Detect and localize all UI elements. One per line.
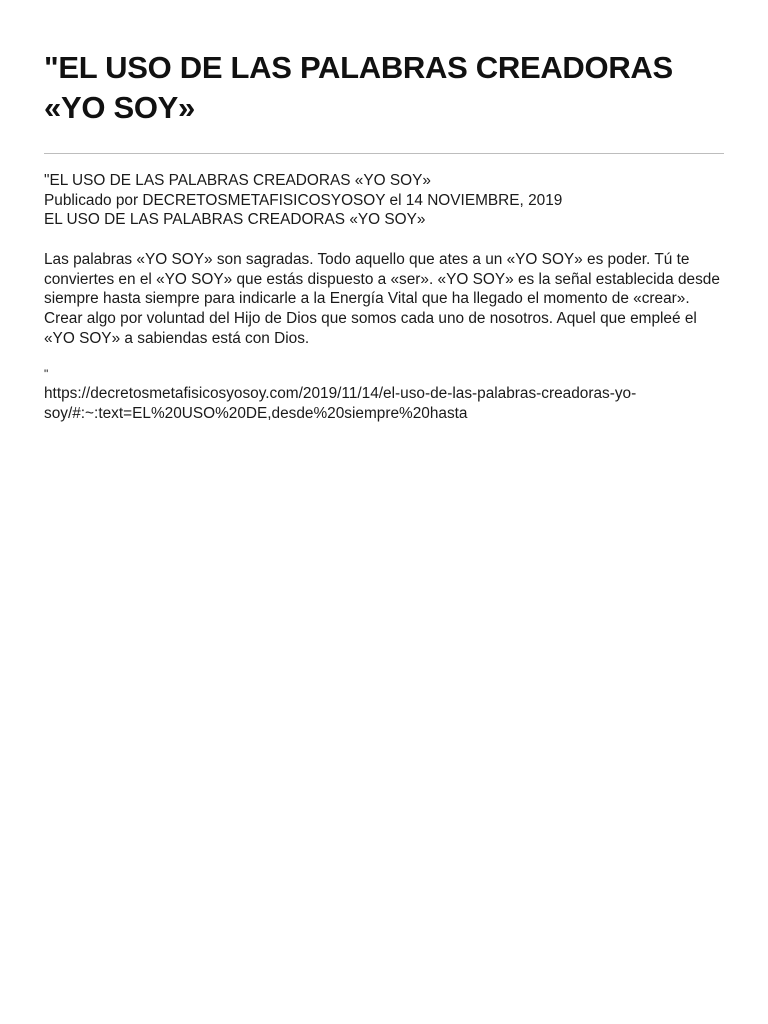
source-link-line: https://decretosmetafisicosyosoy.com/2019/11/14/el-uso-de-las-palabras-creadoras-yo- xyxy=(44,385,637,402)
document-title: "EL USO DE LAS PALABRAS CREADORAS «YO SOY» xyxy=(44,50,673,125)
paragraph-line: siempre hasta siempre para indicarle a la Energía Vital que ha llegado el momento de «crear». xyxy=(44,290,690,308)
byline: Publicado por DECRETOSMETAFISICOSYOSOY el 14 NOVIEMBRE, 2019 xyxy=(44,191,563,209)
document-body xyxy=(44,171,724,423)
header-line: EL USO DE LAS PALABRAS CREADORAS «YO SOY» xyxy=(44,211,426,229)
source-link[interactable] xyxy=(44,384,724,423)
paragraph-line: conviertes en el «YO SOY» que estás dispuesto a «ser». «YO SOY» es la señal establecida desde xyxy=(44,270,720,288)
source-link-line: soy/#:~:text=EL%20USO%20DE,desde%20siempre%20hasta xyxy=(44,404,468,422)
title-divider xyxy=(44,153,724,154)
closing-quote: " xyxy=(44,367,49,381)
paragraph-line: Las palabras «YO SOY» son sagradas. Todo aquello que ates a un «YO SOY» es poder. Tú te xyxy=(44,250,690,268)
header-block xyxy=(44,171,724,230)
main-paragraph xyxy=(44,250,724,349)
paragraph-line: «YO SOY» a sabiendas está con Dios. xyxy=(44,329,310,347)
header-line: "EL USO DE LAS PALABRAS CREADORAS «YO SOY» xyxy=(44,172,431,189)
paragraph-line: Crear algo por voluntad del Hijo de Dios que somos cada uno de nosotros. Aquel que empleé el xyxy=(44,309,697,327)
